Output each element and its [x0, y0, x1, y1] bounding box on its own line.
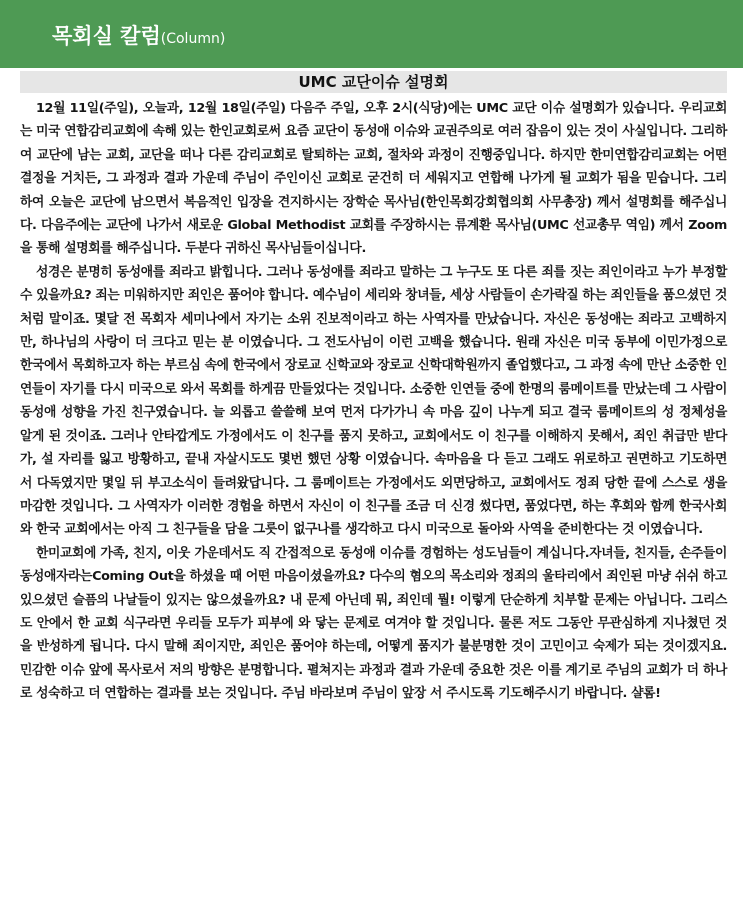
article-paragraph-2: 성경은 분명히 동성애를 죄라고 밝힙니다. 그러나 동성애를 죄라고 말하는 그 누구도 또 다른 죄를 짓는 죄인이라고 누가 부정할 수 있을까요? 죄는 미워하지만 죄인은 품어야 합니다. 예수님이 세리와 창녀들, 세상 사람들이 손가락질 하는 죄인들을 품으셨던 것처럼 말이죠. 몇달 전 목회자 세미나에서 자기는 소위 진보적이라고 하는 사역자를 만났습니다. 자신은 동성애는 죄라고 고백하지만, 하나님의 사랑이 더 크다고 믿는 분 이였습니다. 그 전도사님이 이런 고백을 했습니다. 원래 자신은 미국 동부에 이민가정으로 한국에서 목회하고자 하는 부르심 속에 한국에서 장로교 신학교와 장로교 신학대학원까지 졸업했다고, 그 과정 속에 만난 소중한 인연들이 자기를 다시 미국으로 와서 목회를 하게끔 만들었다는 것입니다. 소중한 인연들 중에 한명의 룸메이트를 만났는데 그 사람이 동성애 성향을 가진 친구였습니다. 늘 외롭고 쓸쓸해 보여 먼저 다가가니 속 마음 깊이 나누게 되고 결국 룸메이트의 성 정체성을 알게 된 것이죠. 그러나 안타깝게도 가정에서도 이 친구를 품지 못하고, 교회에서도 이 친구를 이해하지 못해서, 죄인 취급만 받다가, 설 자리를 잃고 방황하고, 끝내 자살시도도 몇번 했던 상황 이였습니다. 속마음을 다 듣고 그래도 위로하고 권면하고 기도하면서 다독였지만 몇일 뒤 부고소식이 들려왔답니다. 그 룸메이트는 가정에서도 외면당하고, 교회에서도 정죄 당한 끝에 스스로 생을 마감한 것입니다. 그 사역자가 이러한 경험을 하면서 자신이 이 친구를 조금 더 신경 썼다면, 품었다면, 하는 후회와 함께 한국사회와 한국 교회에서는 아직 그 친구들을 담을 그릇이 없구나를 생각하고 다시 미국으로 돌아와 사역을 준비한다는 것 이였습니다. — [20, 264, 727, 538]
column-heading-subtitle: (Column) — [160, 31, 226, 47]
header-banner — [0, 0, 743, 68]
article-paragraph-3: 한미교회에 가족, 친지, 이웃 가운데서도 직 간접적으로 동성애 이슈를 경험하는 성도님들이 계십니다.자녀들, 친지들, 손주들이 동성애자라는Coming Out을 하셨을 때 어떤 마음이셨을까요? 다수의 혐오의 목소리와 정죄의 울타리에서 죄인된 마냥 쉬쉬 하고 있으셨던 슬픔의 나날들이 있지는 않으셨을까요? 내 문제 아닌데 뭐, 죄인데 뭘! 이렇게 단순하게 치부할 문제는 아닙니다. 그리스도 안에서 한 교회 식구라면 우리들 모두가 피부에 와 닿는 문제로 여겨야 할 것입니다. 물론 저도 그동안 무관심하게 지나쳤던 것을 반성하게 됩니다. 다시 말해 죄이지만, 죄인은 품어야 하는데, 어떻게 품지가 불분명한 것이 고민이고 숙제가 되는 것이겠지요. 민감한 이슈 앞에 목사로서 저의 방향은 분명합니다. 펼쳐지는 과정과 결과 가운데 중요한 것은 이를 계기로 주님의 교회가 더 하나로 성숙하고 더 연합하는 결과를 보는 것입니다. 주님 바라보며 주님이 앞장 서 주시도록 기도해주시기 바랍니다. 샬롬! — [20, 545, 727, 702]
column-heading-title: 목회실 칼럼 — [52, 24, 161, 48]
article-paragraph-1: 12월 11일(주일), 오늘과, 12월 18일(주일) 다음주 주일, 오후 2시(식당)에는 UMC 교단 이슈 설명회가 있습니다. 우리교회는 미국 연합감리교회에 속해 있는 한인교회로써 요즘 교단이 동성애 이슈와 교권주의로 여러 잡음이 있는 것이 사실입니다. 그리하여 교단에 남는 교회, 교단을 떠나 다른 감리교회로 탈퇴하는 교회, 절차와 과정이 진행중입니다. 하지만 한미연합감리교회는 어떤 결정을 거치든, 그 과정과 결과 가운데 주님이 주인이신 교회로 굳건히 더 세워지고 연합해 나가게 될 교회가 됨을 믿습니다. 그리하여 오늘은 교단에 남으면서 복음적인 입장을 견지하시는 장학순 목사님(한인목회강회협의회 사무총장) 께서 설명회를 해주십니다. 다음주에는 교단에 나가서 새로운 Global Methodist 교회를 주장하시는 류계환 목사님(UMC 선교총무 역임) 께서 Zoom을 통해 설명회를 해주십니다. 두분다 귀하신 목사님들이십니다. — [20, 101, 727, 257]
article — [20, 71, 727, 706]
column-heading — [52, 22, 225, 53]
article-title: UMC 교단이슈 설명회 — [20, 71, 727, 93]
